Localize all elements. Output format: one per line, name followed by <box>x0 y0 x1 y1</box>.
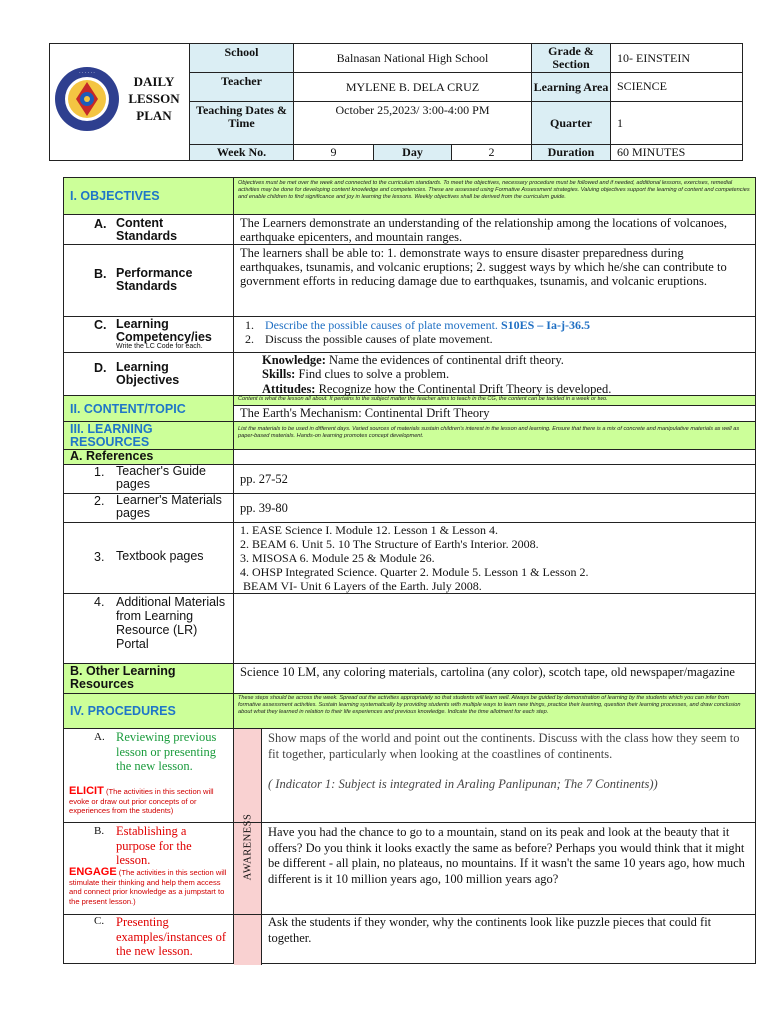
attitudes-objective: Attitudes: Recognize how the Continental Drift Theory is developed. <box>262 381 612 396</box>
competency-item-1: 1. Describe the possible causes of plate movement. S10ES – Ia-j-36.5 <box>245 318 590 332</box>
performance-standards-letter: B. <box>94 267 107 281</box>
area-value: SCIENCE <box>611 73 743 102</box>
duration-label: Duration <box>532 145 611 160</box>
header-grid <box>190 44 743 160</box>
engage-label: ENGAGE <box>69 866 117 878</box>
textbook-item: 4. OHSP Integrated Science. Quarter 2. Module 5. Lesson 1 & Lesson 2. <box>240 565 589 579</box>
procedure-a-label: Reviewing previous lesson or presenting the new lesson. <box>116 730 217 773</box>
logo-cell <box>50 44 190 160</box>
daily-lesson-plan-title: DAILY LESSON PLAN <box>128 74 180 123</box>
other-resources-text: Science 10 LM, any coloring materials, cartolina (any color), scotch tape, old newspaper/magazine <box>240 665 735 679</box>
engage-note: ENGAGE (The activities in this section will stimulate their thinking and help them access and connect prior knowledge as a jumpstart to the present lesson.) <box>69 866 227 906</box>
learners-materials-label: Learner's Materials pages <box>116 493 222 520</box>
procedure-c-text: Ask the students if they wonder, why the continents look like puzzle pieces that could fit together. <box>268 915 712 945</box>
skills-objective: Skills: Find clues to solve a problem. <box>262 367 450 382</box>
procedure-b-label: Establishing a purpose for the lesson. <box>116 824 192 867</box>
teacher-label: Teacher <box>190 73 294 102</box>
grade-value: 10- EINSTEIN <box>611 44 743 73</box>
quarter-label: Quarter <box>532 102 611 145</box>
objectives-heading: I. OBJECTIVES <box>70 189 160 203</box>
header-table <box>49 43 743 161</box>
competency-item-2: 2. Discuss the possible causes of plate movement. <box>245 332 493 346</box>
dates-label: Teaching Dates & Time <box>190 102 294 145</box>
quarter-value: 1 <box>611 102 743 145</box>
lesson-plan-table <box>63 177 756 964</box>
learners-materials-row: 2. Learner's Materials pages pp. 39-80 <box>64 494 755 523</box>
teachers-guide-label: Teacher's Guide pages <box>116 464 206 491</box>
content-topic-text: The Earth's Mechanism: Continental Drift Theory <box>240 406 490 420</box>
content-topic-row <box>64 396 755 422</box>
content-note: Content is what the lesson all about. It pertains to the subject matter the teacher aims to teach in the CG, the content can be tackled in a week or two. <box>234 396 755 406</box>
procedure-c-label: Presenting examples/instances of the new lesson. <box>116 915 227 958</box>
references-row <box>64 450 755 465</box>
textbook-item: 2. BEAM 6. Unit 5. 10 The Structure of Earth's Interior. 2008. <box>240 537 539 551</box>
school-value: Balnasan National High School <box>294 44 532 73</box>
procedures-row <box>64 694 755 729</box>
learning-resources-note: List the materials to be used in different days. Varied sources of materials sustain children's interest in the lesson and learning. Ensure that there is a mix of concrete and manipulative materials as well as paper-based materials. Hands-on learning promotes concept development. <box>234 422 755 449</box>
textbook-row: 3. Textbook pages 1. EASE Science I. Module 12. Lesson 1 & Lesson 4. 2. BEAM 6. Unit 5. 10 The Structure of Earth's Interior. 2008. 3. MISOSA 6. Module 25 & Module 26. 4. OHSP Integrated Science. Quarter 2. Module 5. Lesson 1 & Lesson 2. BEAM VI- Unit 6 Layers of the Earth. July 2008. <box>64 523 755 594</box>
grade-label: Grade & Section <box>532 44 611 73</box>
content-standards-text: The Learners demonstrate an understanding of the relationship among the locations of volcanoes, earthquake epicenters, and mountain ranges. <box>240 216 727 244</box>
additional-materials-row: 4. Additional Materials from Learning Resource (LR) Portal <box>64 594 755 664</box>
textbook-label: Textbook pages <box>116 549 204 563</box>
other-resources-row <box>64 664 755 694</box>
duration-value: 60 MINUTES <box>617 145 686 159</box>
performance-standards-text: The learners shall be able to: 1. demonstrate ways to ensure disaster preparedness during earthquakes, tsunamis, and volcanic eruptions; 2. suggest ways by which he/she can contribute to government efforts in reducing damage due to earthquakes, tsunamis, and volcanic eruptions. <box>240 246 727 288</box>
references-heading: A. References <box>70 449 154 463</box>
objectives-row <box>64 178 755 215</box>
week-label: Week No. <box>190 145 294 160</box>
textbook-item: 1. EASE Science I. Module 12. Lesson 1 & Lesson 4. <box>240 523 498 537</box>
deped-seal-icon <box>54 66 120 132</box>
procedure-b-text: Have you had the chance to go to a mountain, stand on its peak and look at the beauty that it offers? Do you think it looks exactly the same as before? Perhaps you would think that it might be different - all plain, no plateaus, no mountains. If it wasn't the same 10 years ago, how much different is it 10 million years ago, 100 million years ago? <box>268 825 745 886</box>
learning-objectives-label: Learning Objectives <box>116 360 180 387</box>
additional-materials-value <box>234 594 755 663</box>
learning-objectives-letter: D. <box>94 361 107 375</box>
procedure-a-text: Show maps of the world and point out the continents. Discuss with the class how they seem to fit together, particularly when looking at the coastlines of continents. <box>268 731 740 761</box>
integration-indicator: ( Indicator 1: Subject is integrated in Araling Panlipunan; The 7 Continents)) <box>268 777 658 791</box>
learning-resources-heading: III. LEARNING RESOURCES <box>70 421 153 449</box>
elicit-note: ELICIT (The activities in this section will evoke or draw out prior concepts of or experiences from the students) <box>69 785 214 815</box>
teachers-guide-pages: pp. 27-52 <box>240 472 288 486</box>
objectives-note: Objectives must be met over the week and connected to the curriculum standards. To meet the objectives, necessary procedure must be followed and if needed, additional lessons, exercises, remedial activities may be done for developing content knowledge and competencies. These are assessed using Formative Assessment strategies. Valuing objectives support the learning of content and competencies and enable children to find significance and joy in learning the lessons. Weekly objectives shall be derived from the curriculum guide. <box>234 178 755 214</box>
teachers-guide-row: 1. Teacher's Guide pages pp. 27-52 <box>64 465 755 494</box>
competency-label: Learning Competency/ies <box>116 317 212 344</box>
procedure-b-row: B. Establishing a purpose for the lesson. ENGAGE (The activities in this section will stimulate their thinking and help them access and connect prior knowledge as a jumpstart to the present lesson.) Have you had the chance to go to a mountain, stand on its peak and look at the beauty that it offers? Do you think it looks exactly the same as before? Perhaps you would think that it might be different - all plain, no plateaus, no mountains. If it wasn't the same 10 years ago, how much different is it 10 million years ago, 100 million years ago? <box>64 823 755 915</box>
textbook-item: BEAM VI- Unit 6 Layers of the Earth. July 2008. <box>240 579 482 593</box>
awareness-label: AWARENESS <box>242 813 253 881</box>
performance-standards-label: Performance Standards <box>116 266 193 293</box>
svg-text:· · · · · ·: · · · · · · <box>79 71 95 76</box>
content-standards-label: Content Standards <box>116 216 178 243</box>
lc-code: S10ES – Ia-j-36.5 <box>500 318 590 332</box>
teacher-value: MYLENE B. DELA CRUZ <box>294 73 532 102</box>
learners-materials-pages: pp. 39-80 <box>240 501 288 515</box>
procedure-a-row: A. Reviewing previous lesson or presenting the new lesson. ELICIT (The activities in this section will evoke or draw out prior concepts of or experiences from the students) Show maps of the world and point out the continents. Discuss with the class how they seem to fit together, particularly when looking at the coastlines of continents. ( Indicator 1: Subject is integrated in Araling Panlipunan; The 7 Continents)) <box>64 729 755 823</box>
performance-standards-row <box>64 245 755 317</box>
day-value: 2 <box>452 145 532 160</box>
dates-value: October 25,2023/ 3:00-4:00 PM <box>294 102 532 145</box>
content-standards-row <box>64 215 755 245</box>
competency-letter: C. <box>94 318 107 332</box>
area-label: Learning Area <box>532 73 611 102</box>
textbook-list <box>234 523 755 593</box>
content-topic-heading: II. CONTENT/TOPIC <box>70 401 186 416</box>
textbook-item: 3. MISOSA 6. Module 25 & Module 26. <box>240 551 435 565</box>
elicit-label: ELICIT <box>69 785 104 797</box>
competency-row <box>64 317 755 353</box>
school-label: School <box>190 44 294 73</box>
other-resources-label: B. Other Learning Resources <box>70 664 176 691</box>
competency-note: Write the LC Code for each. <box>116 343 203 350</box>
additional-materials-label: Additional Materials from Learning Resource (LR) Portal <box>116 595 226 651</box>
day-label: Day <box>374 145 452 160</box>
week-value: 9 <box>294 145 374 160</box>
competency-list <box>240 318 749 346</box>
objectives-heading-cell <box>64 178 234 214</box>
procedures-note: These steps should be across the week. Spread out the activities appropriately so that students will learn well. Always be guided by demonstration of learning by the students which you can infer from formative assessment activities. Sustain learning systematically by providing students with multiple ways to learn new things, practice their learning, question their learning processes, and draw conclusion about what they learned in relation to their life experiences and previous knowledge. Indicate the time allotment for each step. <box>234 694 755 728</box>
learning-objectives-row <box>64 353 755 396</box>
learning-resources-row <box>64 422 755 450</box>
knowledge-objective: Knowledge: Name the evidences of continental drift theory. <box>262 353 564 367</box>
content-standards-letter: A. <box>94 217 107 231</box>
procedures-heading: IV. PROCEDURES <box>70 704 176 718</box>
procedure-c-row: C. Presenting examples/instances of the new lesson. Ask the students if they wonder, why the continents look like puzzle pieces that could fit together. <box>64 915 755 964</box>
